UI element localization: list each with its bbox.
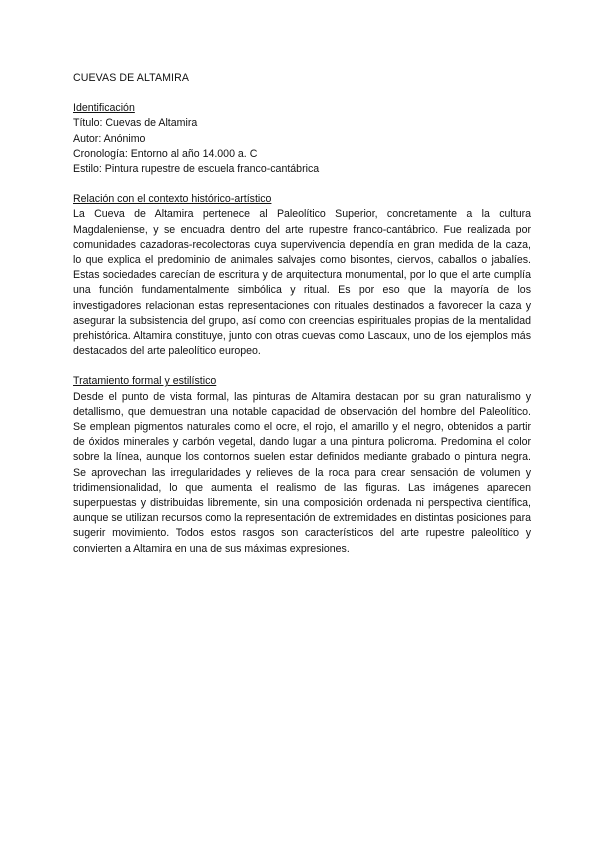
section-tratamiento — [73, 374, 531, 556]
heading-tratamiento: Tratamiento formal y estilístico — [73, 375, 217, 388]
document-body — [73, 71, 531, 572]
tratamiento-paragraph: Desde el punto de vista formal, las pinturas de Altamira destacan por su gran naturalismo y detallismo, que demuestran una notable capacidad de observación del hombre del Paleolítico. Se emplean pigmentos naturales como el ocre, el rojo, el amarillo y el negro, obtenidos a partir de óxidos minerales y carbón vegetal, dando lugar a una pintura policroma. Predomina el color sobre la línea, aunque los contornos suelen estar definidos mediante grabado o pintura negra. Se aprovechan las irregularidades y relieves de la roca para crear sensación de volumen y tridimensionalidad, lo que aumenta el realismo de las figuras. Las imágenes aparecen superpuestas y distribuidas libremente, sin una composición ordenada ni perspectiva científica, aunque se utilizan recursos como la representación de extremidades en distintas posiciones para sugerir movimiento. Todos estos rasgos son característicos del arte rupestre paleolítico y convierten a Altamira en una de sus máximas expresiones. — [73, 390, 531, 555]
heading-relacion: Relación con el contexto histórico-artístico — [73, 193, 272, 206]
document-title: CUEVAS DE ALTAMIRA — [73, 72, 190, 84]
section-identificacion — [73, 101, 531, 177]
section-relacion — [73, 192, 531, 359]
identificacion-estilo: Estilo: Pintura rupestre de escuela franco-cantábrica — [73, 163, 320, 176]
relacion-paragraph: La Cueva de Altamira pertenece al Paleolítico Superior, concretamente a la cultura Magdaleniense, y se encuadra dentro del arte rupestre franco-cantábrico. Fue realizada por comunidades cazadoras-recolectoras cuya supervivencia dependía en gran medida de la caza, lo que explica el predominio de animales salvajes como bisontes, ciervos, caballos o jabalíes. Estas sociedades carecían de escritura y de arquitectura monumental, por lo que el arte cumplía una función fundamentalmente simbólica y ritual. Es por eso que la mayoría de los investigadores relacionan estas representaciones con rituales destinados a favorecer la caza y asegurar la subsistencia del grupo, así como con creencias espirituales propias de la mentalidad prehistórica. Altamira constituye, junto con otras cuevas como Lascaux, uno de los ejemplos más destacados del arte paleolítico europeo. — [73, 208, 531, 358]
heading-identificacion: Identificación — [73, 102, 135, 115]
identificacion-cronologia: Cronología: Entorno al año 14.000 a. C — [73, 147, 258, 160]
identificacion-autor: Autor: Anónimo — [73, 132, 146, 145]
identificacion-titulo: Título: Cuevas de Altamira — [73, 117, 198, 130]
